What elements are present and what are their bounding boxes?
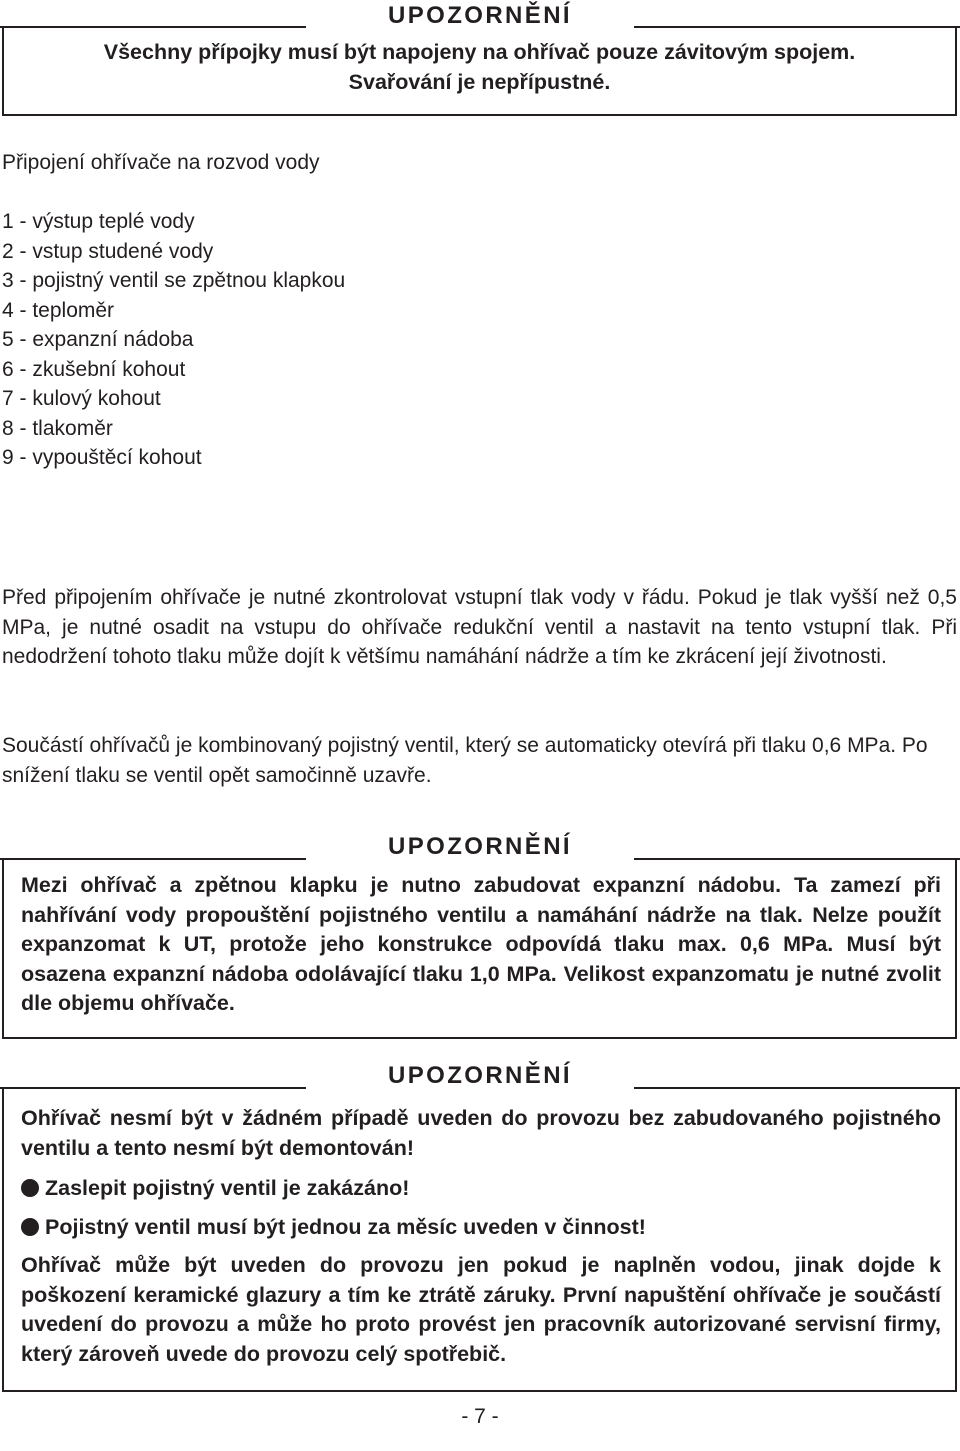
legend-item: 9 - vypouštěcí kohout <box>2 446 202 469</box>
warning3-title: UPOZORNĚNÍ <box>387 1062 572 1089</box>
warning3-intro: Ohřívač nesmí být v žádném případě uveden do provozu bez zabudovaného pojistného ventilu a tento nesmí být demontován! <box>21 1106 941 1160</box>
legend-item: 8 - tlakoměr <box>2 416 113 440</box>
connection-legend-list <box>2 207 602 473</box>
pressure-paragraph: Před připojením ohřívače je nutné zkontrolovat vstupní tlak vody v řádu. Pokud je tlak vyšší než 0,5 MPa, je nutné osadit na vstupu do ohřívače redukční ventil a nastavit na tento vstupní tlak. Při nedodržení tohoto tlaku může dojít k většímu namáhání nádrže a tím ke zkrácení její životnosti. <box>2 586 957 668</box>
legend-item: 2 - vstup studené vody <box>2 239 214 263</box>
legend-item: 5 - expanzní nádoba <box>2 328 194 351</box>
warning3-outro: Ohřívač může být uveden do provozu jen pokud je naplněn vodou, jinak dojde k poškození keramické glazury a tím ke ztrátě záruky. První napuštění ohřívače je součástí uvedení do provozu a může ho proto provést jen pracovník autorizované servisní firmy, který zároveň uvede do provozu celý spotřebič. <box>21 1253 941 1366</box>
bullet-icon <box>21 1218 39 1236</box>
legend-item: 1 - výstup teplé vody <box>2 210 195 233</box>
legend-item: 4 - teploměr <box>2 298 115 322</box>
warning1-line2: Svařování je nepřípustné. <box>348 69 611 94</box>
bullet-text: Zaslepit pojistný ventil je zakázáno! <box>45 1176 410 1200</box>
warning2-box <box>2 858 957 1039</box>
bullet-text: Pojistný ventil musí být jednou za měsíc uveden v činnost! <box>45 1214 646 1239</box>
legend-item: 3 - pojistný ventil se zpětnou klapkou <box>2 269 346 292</box>
warning1-box <box>2 26 957 116</box>
connection-heading: Připojení ohřívače na rozvod vody <box>2 151 320 174</box>
warning3-bullet-item <box>21 1174 941 1204</box>
warning1-title: UPOZORNĚNÍ <box>387 2 572 29</box>
page-number: - 7 - <box>461 1405 499 1428</box>
bullet-icon <box>21 1179 39 1197</box>
warning3-box <box>2 1087 957 1392</box>
valve-paragraph: Součástí ohřívačů je kombinovaný pojistný ventil, který se automaticky otevírá při tlaku 0,6 MPa. Po snížení tlaku se ventil opět samočinně uzavře. <box>2 734 928 787</box>
legend-item: 7 - kulový kohout <box>2 387 161 410</box>
warning3-bullet-item <box>21 1213 941 1243</box>
legend-item: 6 - zkušební kohout <box>2 357 186 381</box>
warning2-text: Mezi ohřívač a zpětnou klapku je nutno zabudovat expanzní nádobu. Ta zamezí při nahřívání vody propouštění pojistného ventilu a namáhání nádrže na tlak. Nelze použít expanzomat k UT, protože jeho konstrukce odpovídá tlaku max. 0,6 MPa. Musí být osazena expanzní nádoba odolávající tlaku 1,0 MPa. Velikost expanzomatu je nutné zvolit dle objemu ohřívače. <box>21 873 941 1015</box>
warning1-line1: Všechny přípojky musí být napojeny na ohřívač pouze závitovým spojem. <box>103 40 856 64</box>
warning2-title: UPOZORNĚNÍ <box>387 833 572 860</box>
